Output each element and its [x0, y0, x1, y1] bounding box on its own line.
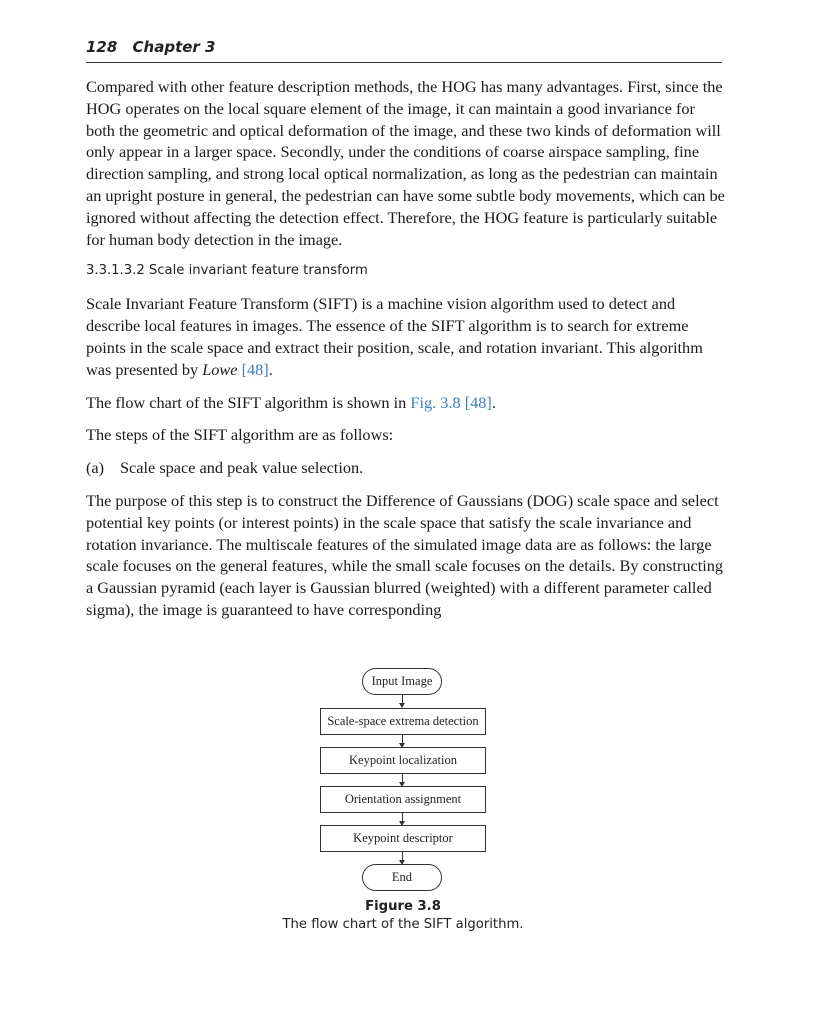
- flow-node-keypoint-descriptor: Keypoint descriptor: [320, 825, 486, 852]
- flow-arrow-2: [402, 735, 403, 745]
- paragraph-flowchart-ref: The flow chart of the SIFT algorithm is shown in Fig. 3.8 [48].: [86, 392, 496, 412]
- body-text: [86, 76, 726, 632]
- step-a-text: Scale space and peak value selection.: [120, 458, 364, 478]
- flowchart-ref-text: The flow chart of the SIFT algorithm is shown in: [86, 392, 411, 412]
- paragraph-sift-intro: Scale Invariant Feature Transform (SIFT) is a machine vision algorithm used to detect and describe local features in images. The essence of the SIFT algorithm is to search for extreme points in the scale space and extract their position, scale, and rotation invariant. This algorithm was presented by Lowe [48].: [86, 294, 703, 379]
- citation-link-2[interactable]: [48]: [464, 392, 492, 412]
- figure-link[interactable]: Fig. 3.8: [410, 392, 461, 412]
- page-number: 128: [86, 38, 118, 56]
- sift-intro-text: Scale Invariant Feature Transform (SIFT) is a machine vision algorithm used to detect and describe local features in images. The essence of the SIFT algorithm is to search for extreme points in the scale space and extract their position, scale, and rotation invariant. This algorithm was presented by: [86, 294, 703, 379]
- flow-arrow-5: [402, 852, 403, 862]
- flow-node-input-image: Input Image: [362, 668, 442, 695]
- author-name: Lowe: [202, 359, 238, 379]
- flow-node-keypoint-localization: Keypoint localization: [320, 747, 486, 774]
- flow-arrow-1: [402, 695, 403, 705]
- flow-arrow-3: [402, 774, 403, 784]
- subsection-heading: 3.3.1.3.2 Scale invariant feature transform: [86, 263, 368, 279]
- paragraph-steps-intro: The steps of the SIFT algorithm are as follows:: [86, 425, 394, 445]
- paragraph-dog-purpose: The purpose of this step is to construct the Difference of Gaussians (DOG) scale space and select potential key points (or interest points) in the scale space that satisfy the scale invariance and rotation invariance. The multiscale features of the simulated image data are as follows: the large scale focuses on the general features, while the small scale focuses on the details. By constructing a Gaussian pyramid (each layer is Gaussian blurred (weighted) with a different parameter called sigma), the image is guaranteed to have corresponding: [86, 490, 724, 619]
- flow-arrow-4: [402, 813, 403, 823]
- figure-label: Figure 3.8: [365, 899, 441, 914]
- step-a: [86, 457, 726, 479]
- figure-caption: [230, 898, 576, 934]
- citation-link[interactable]: [48]: [241, 359, 269, 379]
- flow-node-orientation-assignment: Orientation assignment: [320, 786, 486, 813]
- flow-node-extrema-detection: Scale-space extrema detection: [320, 708, 486, 735]
- running-header: [86, 38, 722, 63]
- paragraph-hog-advantages: Compared with other feature description methods, the HOG has many advantages. First, since the HOG operates on the local square element of the image, it can maintain a good invariance for both the geometric and optical deformation of the image, and these two kinds of deformation will only appear in a larger space. Secondly, under the conditions of coarse airspace sampling, fine direction sampling, and strong local optical normalization, as long as the pedestrian can maintain an upright posture in general, the pedestrian can have some subtle body movements, which can be ignored without affecting the detection effect. Therefore, the HOG feature is particularly suitable for human body detection in the image.: [86, 77, 725, 249]
- step-a-label: (a): [86, 458, 105, 478]
- chapter-label: Chapter 3: [132, 38, 216, 56]
- sift-flowchart: [318, 664, 488, 896]
- flow-node-end: End: [362, 864, 442, 891]
- figure-caption-text: The flow chart of the SIFT algorithm.: [282, 917, 524, 932]
